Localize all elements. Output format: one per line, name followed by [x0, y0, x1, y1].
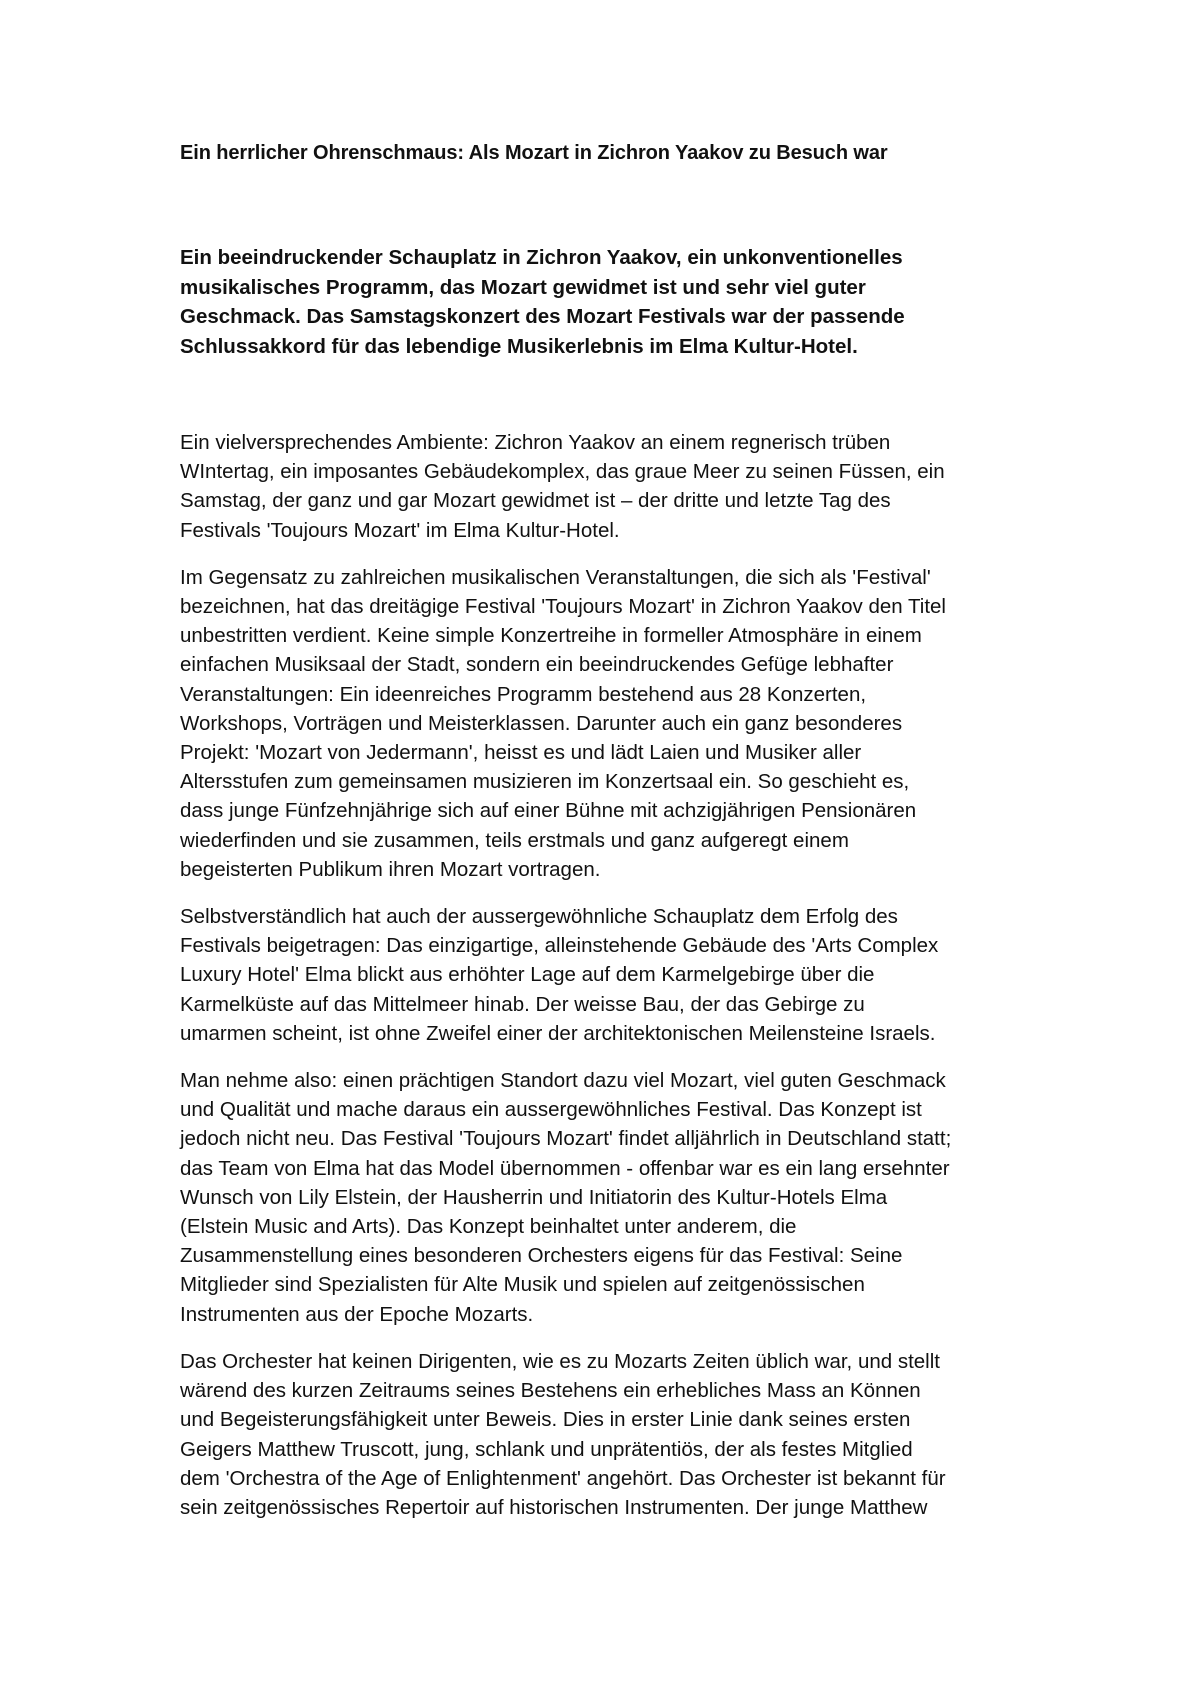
- text-line: jedoch nicht neu. Das Festival 'Toujours Mozart' findet alljährlich in Deutschland statt;: [180, 1127, 952, 1151]
- text-line: Luxury Hotel' Elma blickt aus erhöhter Lage auf dem Karmelgebirge über die: [180, 963, 875, 987]
- text-line: Im Gegensatz zu zahlreichen musikalischen Veranstaltungen, die sich als 'Festival': [180, 565, 931, 589]
- text-line: Das Orchester hat keinen Dirigenten, wie es zu Mozarts Zeiten üblich war, und stellt: [180, 1349, 940, 1373]
- paragraph-5: [180, 1347, 951, 1522]
- text-line: Instrumenten aus der Epoche Mozarts.: [180, 1302, 534, 1326]
- text-line: Projekt: 'Mozart von Jedermann', heisst es und lädt Laien und Musiker aller: [180, 741, 862, 765]
- paragraph-3: [180, 902, 951, 1048]
- text-line: Selbstverständlich hat auch der aussergewöhnliche Schauplatz dem Erfolg des: [180, 905, 898, 929]
- text-line: (Elstein Music and Arts). Das Konzept beinhaltet unter anderem, die: [180, 1215, 797, 1239]
- text-line: und Qualität und mache daraus ein aussergewöhnliches Festival. Das Konzept ist: [180, 1098, 922, 1122]
- text-line: einfachen Musiksaal der Stadt, sondern ein beeindruckendes Gefüge lebhafter: [180, 653, 894, 677]
- text-line: unbestritten verdient. Keine simple Konzertreihe in formeller Atmosphäre in einem: [180, 624, 922, 648]
- lead-line: musikalisches Programm, das Mozart gewidmet ist und sehr viel guter: [180, 275, 866, 299]
- text-line: Wunsch von Lily Elstein, der Hausherrin und Initiatorin des Kultur-Hotels Elma: [180, 1185, 888, 1209]
- text-line: WIntertag, ein imposantes Gebäudekomplex, das graue Meer zu seinen Füssen, ein: [180, 460, 945, 484]
- text-line: Karmelküste auf das Mittelmeer hinab. Der weisse Bau, der das Gebirge zu: [180, 992, 865, 1016]
- text-line: wärend des kurzen Zeitraums seines Bestehens ein erhebliches Mass an Können: [180, 1379, 921, 1403]
- article-lead: [180, 243, 905, 361]
- paragraph-2: [180, 563, 951, 884]
- text-line: wiederfinden und sie zusammen, teils erstmals und ganz aufgeregt einem: [180, 828, 849, 852]
- text-line: Festivals 'Toujours Mozart' im Elma Kultur-Hotel.: [180, 518, 620, 542]
- text-line: Zusammenstellung eines besonderen Orchesters eigens für das Festival: Seine: [180, 1244, 903, 1268]
- text-line: dem 'Orchestra of the Age of Enlightenment' angehört. Das Orchester ist bekannt für: [180, 1466, 946, 1490]
- text-line: sein zeitgenössisches Repertoir auf historischen Instrumenten. Der junge Matthew: [180, 1495, 928, 1519]
- text-line: Mitglieder sind Spezialisten für Alte Musik und spielen auf zeitgenössischen: [180, 1273, 865, 1297]
- article-body: [180, 428, 951, 1540]
- text-line: Workshops, Vorträgen und Meisterklassen. Darunter auch ein ganz besonderes: [180, 711, 903, 735]
- text-line: Festivals beigetragen: Das einzigartige, alleinstehende Gebäude des 'Arts Complex: [180, 934, 939, 958]
- text-line: umarmen scheint, ist ohne Zweifel einer der architektonischen Meilensteine Israels.: [180, 1021, 936, 1045]
- text-line: Ein vielversprechendes Ambiente: Zichron Yaakov an einem regnerisch trüben: [180, 431, 891, 454]
- lead-line: Schlussakkord für das lebendige Musikerlebnis im Elma Kultur-Hotel.: [180, 334, 858, 358]
- text-line: Samstag, der ganz und gar Mozart gewidmet ist – der dritte und letzte Tag des: [180, 489, 891, 513]
- lead-line: Ein beeindruckender Schauplatz in Zichron Yaakov, ein unkonventionelles: [180, 246, 903, 269]
- text-line: Altersstufen zum gemeinsamen musizieren im Konzertsaal ein. So geschieht es,: [180, 770, 910, 794]
- text-line: bezeichnen, hat das dreitägige Festival 'Toujours Mozart' in Zichron Yaakov den Titel: [180, 595, 946, 619]
- text-line: begeisterten Publikum ihren Mozart vortragen.: [180, 857, 601, 881]
- text-line: Man nehme also: einen prächtigen Standort dazu viel Mozart, viel guten Geschmack: [180, 1069, 946, 1093]
- text-line: dass junge Fünfzehnjährige sich auf einer Bühne mit achzigjährigen Pensionären: [180, 799, 917, 823]
- text-line: Geigers Matthew Truscott, jung, schlank und unprätentiös, der als festes Mitglied: [180, 1437, 913, 1461]
- lead-line: Geschmack. Das Samstagskonzert des Mozart Festivals war der passende: [180, 305, 905, 328]
- text-line: Veranstaltungen: Ein ideenreiches Programm bestehend aus 28 Konzerten,: [180, 682, 867, 706]
- text-line: das Team von Elma hat das Model übernommen - offenbar war es ein lang ersehnter: [180, 1156, 950, 1180]
- text-line: und Begeisterungsfähigkeit unter Beweis. Dies in erster Linie dank seines ersten: [180, 1408, 911, 1432]
- paragraph-1: [180, 428, 951, 545]
- paragraph-4: [180, 1066, 951, 1329]
- article-title: Ein herrlicher Ohrenschmaus: Als Mozart in Zichron Yaakov zu Besuch war: [180, 142, 888, 164]
